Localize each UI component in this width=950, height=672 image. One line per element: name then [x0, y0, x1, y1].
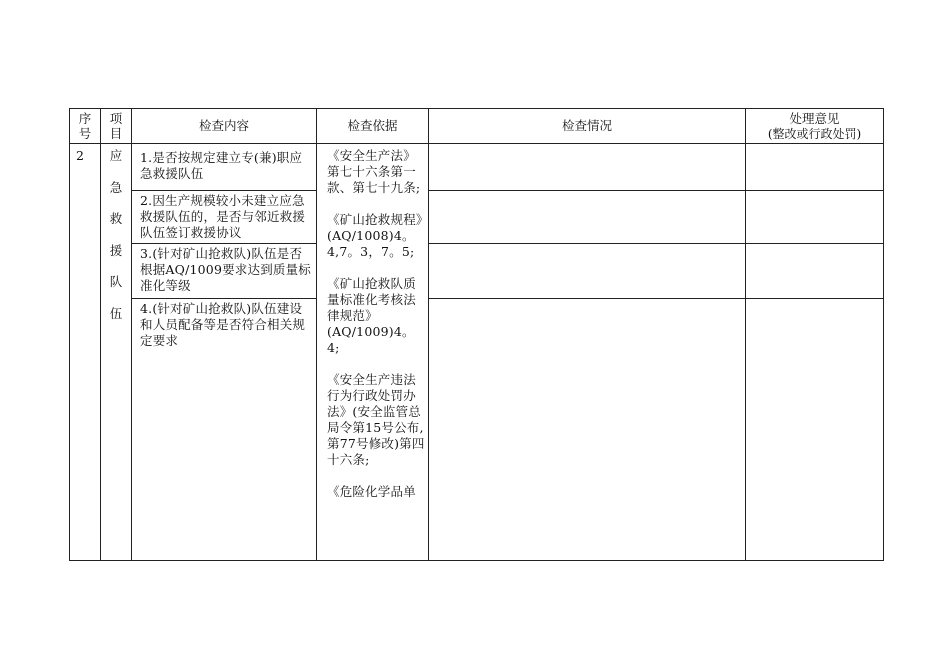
situation-cell-4	[429, 299, 746, 561]
project-char: 急	[109, 179, 123, 195]
row-project	[101, 144, 132, 561]
basis-entry: 《安全生产法》第七十六条第一款、第七十九条;	[327, 148, 421, 195]
project-char: 伍	[109, 305, 123, 321]
check-basis	[317, 144, 429, 561]
table-row	[70, 144, 884, 191]
header-seq-line2: 号	[78, 126, 92, 141]
basis-entry: 《安全生产违法行为行政处罚办法》(安全监管总局令第15号公布,第77号修改)第四十六条;	[327, 372, 425, 467]
inspection-table	[69, 108, 884, 561]
check-item-2: 2.因生产规模较小未建立应急救援队伍的，是否与邻近救援队伍签订救援协议	[132, 191, 317, 244]
header-content: 检查内容	[132, 109, 317, 144]
basis-entry: 《危险化学品单	[327, 484, 416, 499]
situation-cell-2	[429, 191, 746, 244]
header-seq-line1: 序	[78, 111, 92, 126]
table-row	[70, 244, 884, 299]
header-situation: 检查情况	[429, 109, 746, 144]
header-opinion-line2: (整改或行政处罚)	[767, 126, 862, 141]
check-item-1: 1.是否按规定建立专(兼)职应急救援队伍	[132, 144, 317, 191]
row-seq: 2	[70, 144, 101, 561]
project-char: 援	[109, 242, 123, 258]
opinion-cell-4	[746, 299, 884, 561]
basis-entry: 《矿山抢救队质量标准化考核法律规范》(AQ/1009)4。4;	[327, 276, 416, 355]
project-char: 救	[109, 211, 123, 226]
header-project	[101, 109, 132, 144]
table-row	[70, 299, 884, 561]
header-seq	[70, 109, 101, 144]
header-row	[70, 109, 884, 144]
opinion-cell-1	[746, 144, 884, 191]
header-project-line2: 目	[109, 126, 123, 141]
check-item-4: 4.(针对矿山抢救队)队伍建设和人员配备等是否符合相关规定要求	[132, 299, 317, 561]
opinion-cell-2	[746, 191, 884, 244]
header-opinion-line1: 处理意见	[789, 110, 840, 126]
basis-entry: 《矿山抢救规程》(AQ/1008)4。4,7。3，7。5;	[327, 212, 423, 259]
check-item-3: 3.(针对矿山抢救队)队伍是否根据AQ/1009要求达到质量标准化等级	[132, 244, 317, 299]
table-row	[70, 191, 884, 244]
situation-cell-1	[429, 144, 746, 191]
project-char: 应	[109, 148, 123, 163]
header-opinion	[746, 109, 884, 144]
project-char: 队	[109, 274, 123, 289]
situation-cell-3	[429, 244, 746, 299]
header-project-line1: 项	[109, 111, 123, 126]
header-basis: 检查依据	[317, 109, 429, 144]
opinion-cell-3	[746, 244, 884, 299]
